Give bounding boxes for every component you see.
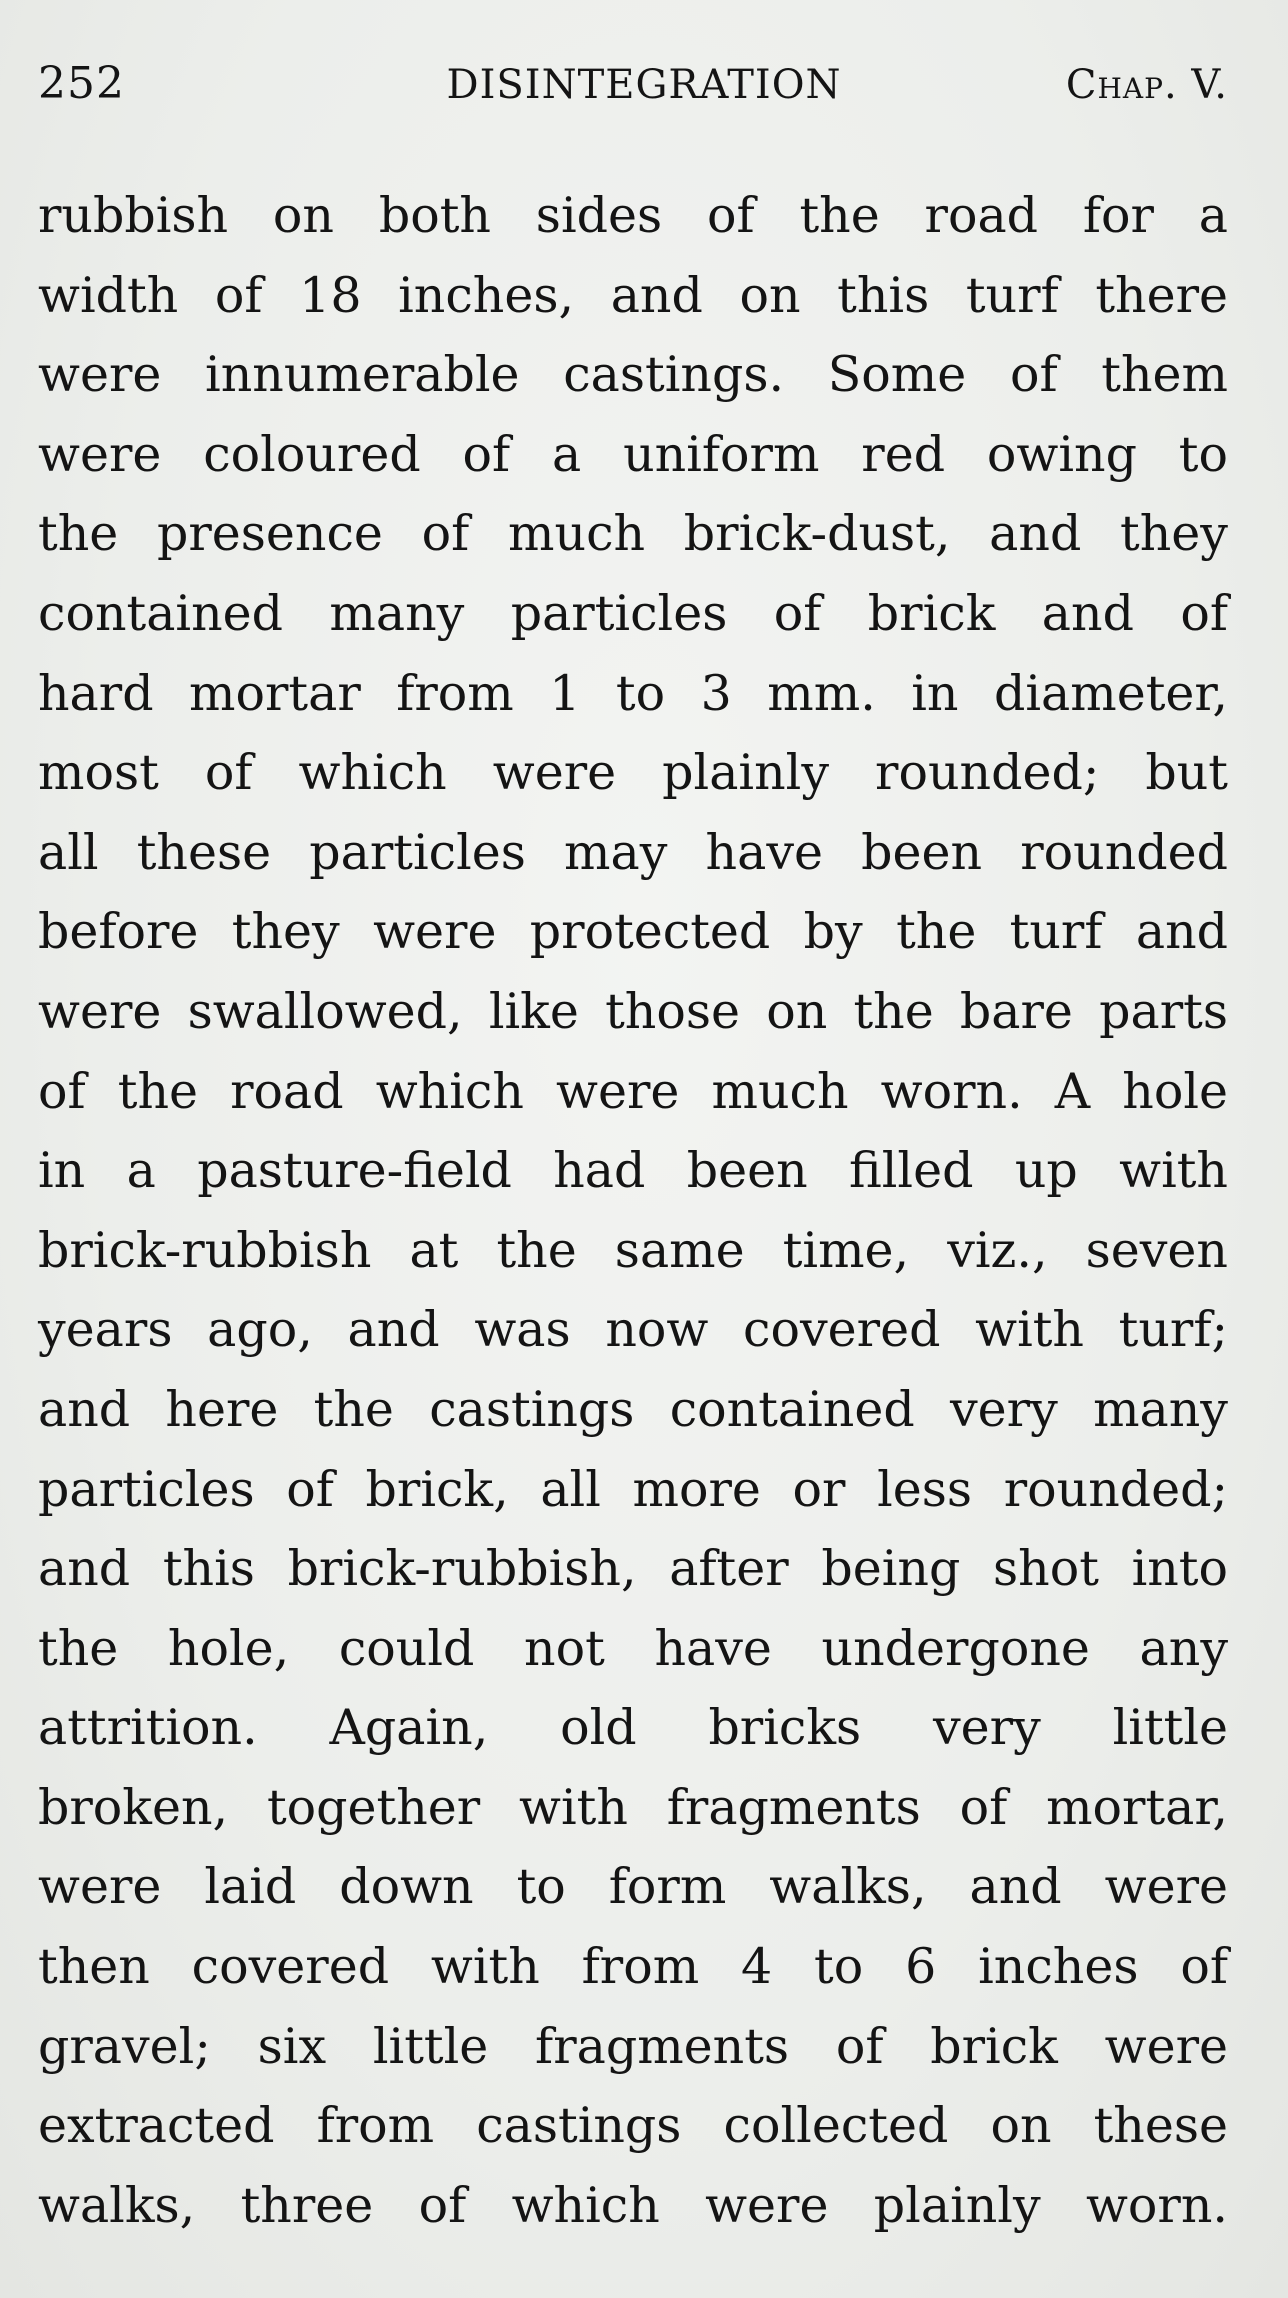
text-line: contained many particles of brick and of <box>38 584 1228 642</box>
text-line: and here the castings contained very many <box>38 1380 1228 1438</box>
text-line: gravel; six little fragments of brick were <box>38 2017 1228 2075</box>
text-line: extracted from castings collected on these <box>38 2097 1228 2155</box>
text-line: the hole, could not have undergone any <box>38 1619 1228 1677</box>
text-line: were innumerable castings. Some of them <box>38 346 1228 404</box>
text-line: then covered with from 4 to 6 inches of <box>38 1938 1228 1996</box>
text-line: particles of brick, all more or less rounded; <box>38 1460 1228 1518</box>
text-line: brick-rubbish at the same time, viz., seven <box>38 1221 1228 1279</box>
text-line: all these particles may have been rounded <box>38 823 1228 881</box>
text-line: attrition. Again, old bricks very little <box>38 1699 1228 1757</box>
text-line: width of 18 inches, and on this turf there <box>38 266 1228 324</box>
text-line: were coloured of a uniform red owing to <box>38 425 1228 483</box>
text-line: and this brick-rubbish, after being shot into <box>38 1540 1228 1598</box>
text-line: were laid down to form walks, and were <box>38 1858 1228 1916</box>
text-line: years ago, and was now covered with turf; <box>38 1301 1228 1359</box>
running-title: DISINTEGRATION <box>446 62 842 108</box>
text-line: were swallowed, like those on the bare parts <box>38 982 1228 1040</box>
text-line: hard mortar from 1 to 3 mm. in diameter, <box>38 664 1228 722</box>
text-line: in a pasture-field had been filled up with <box>38 1142 1228 1200</box>
text-line: the presence of much brick-dust, and they <box>38 505 1228 563</box>
text-line: before they were protected by the turf and <box>38 903 1228 961</box>
text-line: broken, together with fragments of mortar, <box>38 1778 1228 1836</box>
text-line: of the road which were much worn. A hole <box>38 1062 1228 1120</box>
page-number: 252 <box>38 58 125 109</box>
text-line: walks, three of which were plainly worn. <box>38 2176 1228 2234</box>
chapter-label: Chap. V. <box>1065 62 1228 108</box>
text-line: rubbish on both sides of the road for a <box>38 187 1228 244</box>
text-line: most of which were plainly rounded; but <box>38 744 1228 802</box>
running-head <box>0 58 1288 128</box>
body-text <box>38 176 1228 2245</box>
